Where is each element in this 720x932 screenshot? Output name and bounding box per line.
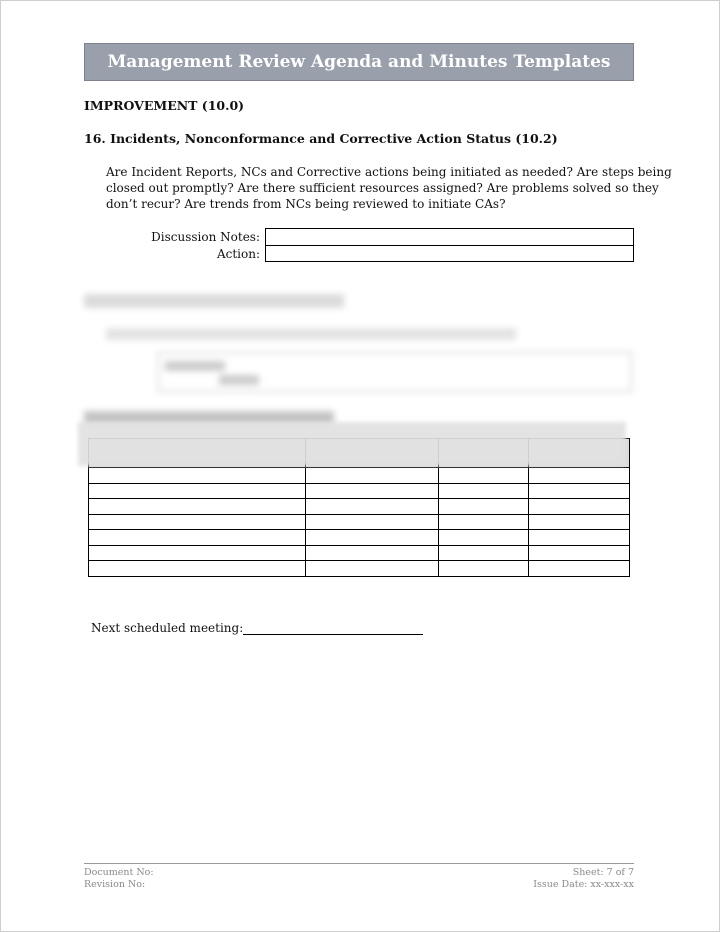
- footer-document-no: Document No:: [84, 867, 154, 878]
- footer-revision-no: Revision No:: [84, 879, 146, 890]
- document-title: Management Review Agenda and Minutes Templates: [84, 43, 634, 81]
- improvement-heading: IMPROVEMENT (10.0): [84, 98, 245, 113]
- redaction-overlay: [78, 422, 626, 466]
- question-line-2: closed out promptly? Are there sufficient resources assigned? Are problems solved so they: [106, 181, 659, 195]
- table-row: [89, 561, 630, 577]
- table-row: [89, 545, 630, 561]
- question-line-1: Are Incident Reports, NCs and Corrective actions being initiated as needed? Are steps being: [106, 165, 672, 179]
- table-row: [89, 514, 630, 530]
- table-row: [89, 530, 630, 546]
- action-label: Action:: [216, 247, 260, 261]
- footer-sheet: Sheet: 7 of 7: [572, 867, 634, 878]
- redacted-boxes: [158, 352, 632, 392]
- action-field[interactable]: [266, 246, 633, 262]
- footer-issue-date: Issue Date: xx-xxx-xx: [533, 879, 634, 890]
- question-line-3: don’t recur? Are trends from NCs being reviewed to initiate CAs?: [106, 197, 506, 211]
- discussion-action-boxes: [265, 228, 634, 262]
- table-row: [89, 499, 630, 515]
- next-meeting-field[interactable]: [243, 622, 423, 635]
- table-row: [89, 483, 630, 499]
- footer-rule: [84, 863, 634, 864]
- table-row: [89, 468, 630, 484]
- section-16-heading: 16. Incidents, Nonconformance and Corrective Action Status (10.2): [84, 131, 558, 146]
- discussion-notes-label: Discussion Notes:: [151, 230, 260, 244]
- discussion-notes-field[interactable]: [266, 229, 633, 246]
- next-meeting-label: Next scheduled meeting:: [91, 621, 244, 635]
- next-meeting: [91, 621, 423, 635]
